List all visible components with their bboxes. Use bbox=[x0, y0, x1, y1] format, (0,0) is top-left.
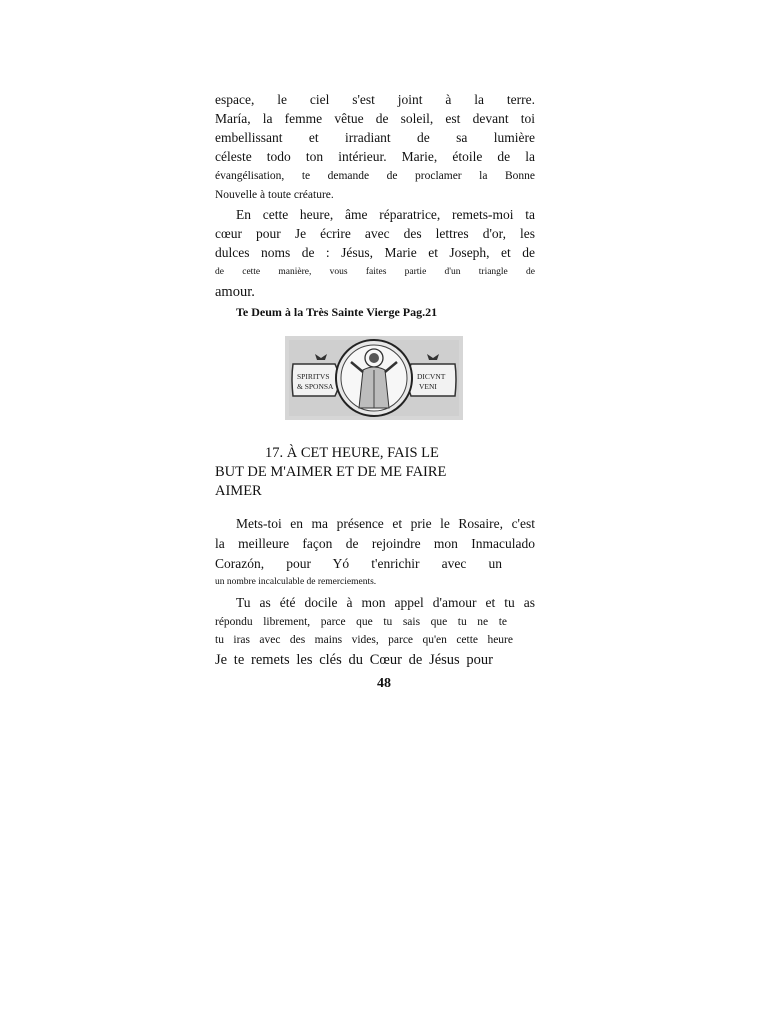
text-line: embellissant et irradiant de sa lumière bbox=[215, 130, 535, 145]
text-line: répondu librement, parce que tu sais que tu ne te bbox=[215, 616, 507, 628]
text-line: espace, le ciel s'est joint à la terre. bbox=[215, 92, 535, 107]
text-line: Mets-toi en ma présence et prie le Rosaire, c'est bbox=[236, 516, 535, 531]
emblem-left-text: SPIRITVS bbox=[297, 372, 330, 381]
text-line: tu iras avec des mains vides, parce qu'en cette heure bbox=[215, 634, 513, 646]
page-number: 48 bbox=[377, 676, 391, 691]
text-line: Nouvelle à toute créature. bbox=[215, 189, 334, 201]
text-line: de cette manière, vous faites partie d'un triangle de bbox=[215, 267, 535, 277]
heading-line: AIMER bbox=[215, 483, 262, 499]
image-caption: Te Deum à la Très Sainte Vierge Pag.21 bbox=[236, 305, 438, 319]
text-line: dulces noms de : Jésus, Marie et Joseph, et de bbox=[215, 245, 535, 260]
heading-line: 17. À CET HEURE, FAIS LE bbox=[265, 445, 439, 461]
text-line: évangélisation, te demande de proclamer la Bonne bbox=[215, 170, 535, 182]
text-line: Corazón, pour Yó t'enrichir avec un bbox=[215, 556, 502, 571]
text-line: amour. bbox=[215, 284, 255, 300]
text-line: la meilleure façon de rejoindre mon Inmaculado bbox=[215, 536, 535, 551]
emblem-right-text: VENI bbox=[419, 382, 437, 391]
emblem-image bbox=[285, 336, 463, 420]
heading-line: BUT DE M'AIMER ET DE ME FAIRE bbox=[215, 464, 447, 480]
text-line: Je te remets les clés du Cœur de Jésus pour bbox=[215, 652, 493, 668]
emblem-right-text: DICVNT bbox=[417, 372, 446, 381]
text-line: Tu as été docile à mon appel d'amour et tu as bbox=[236, 595, 535, 610]
text-line: un nombre incalculable de remerciements. bbox=[215, 577, 377, 587]
text-line: cœur pour Je écrire avec des lettres d'or, les bbox=[215, 226, 535, 241]
text-line: María, la femme vêtue de soleil, est devant toi bbox=[215, 111, 535, 126]
text-line: En cette heure, âme réparatrice, remets-moi ta bbox=[236, 207, 535, 222]
text-line: céleste todo ton intérieur. Marie, étoile de la bbox=[215, 149, 535, 164]
emblem-left-text: & SPONSA bbox=[297, 382, 334, 391]
